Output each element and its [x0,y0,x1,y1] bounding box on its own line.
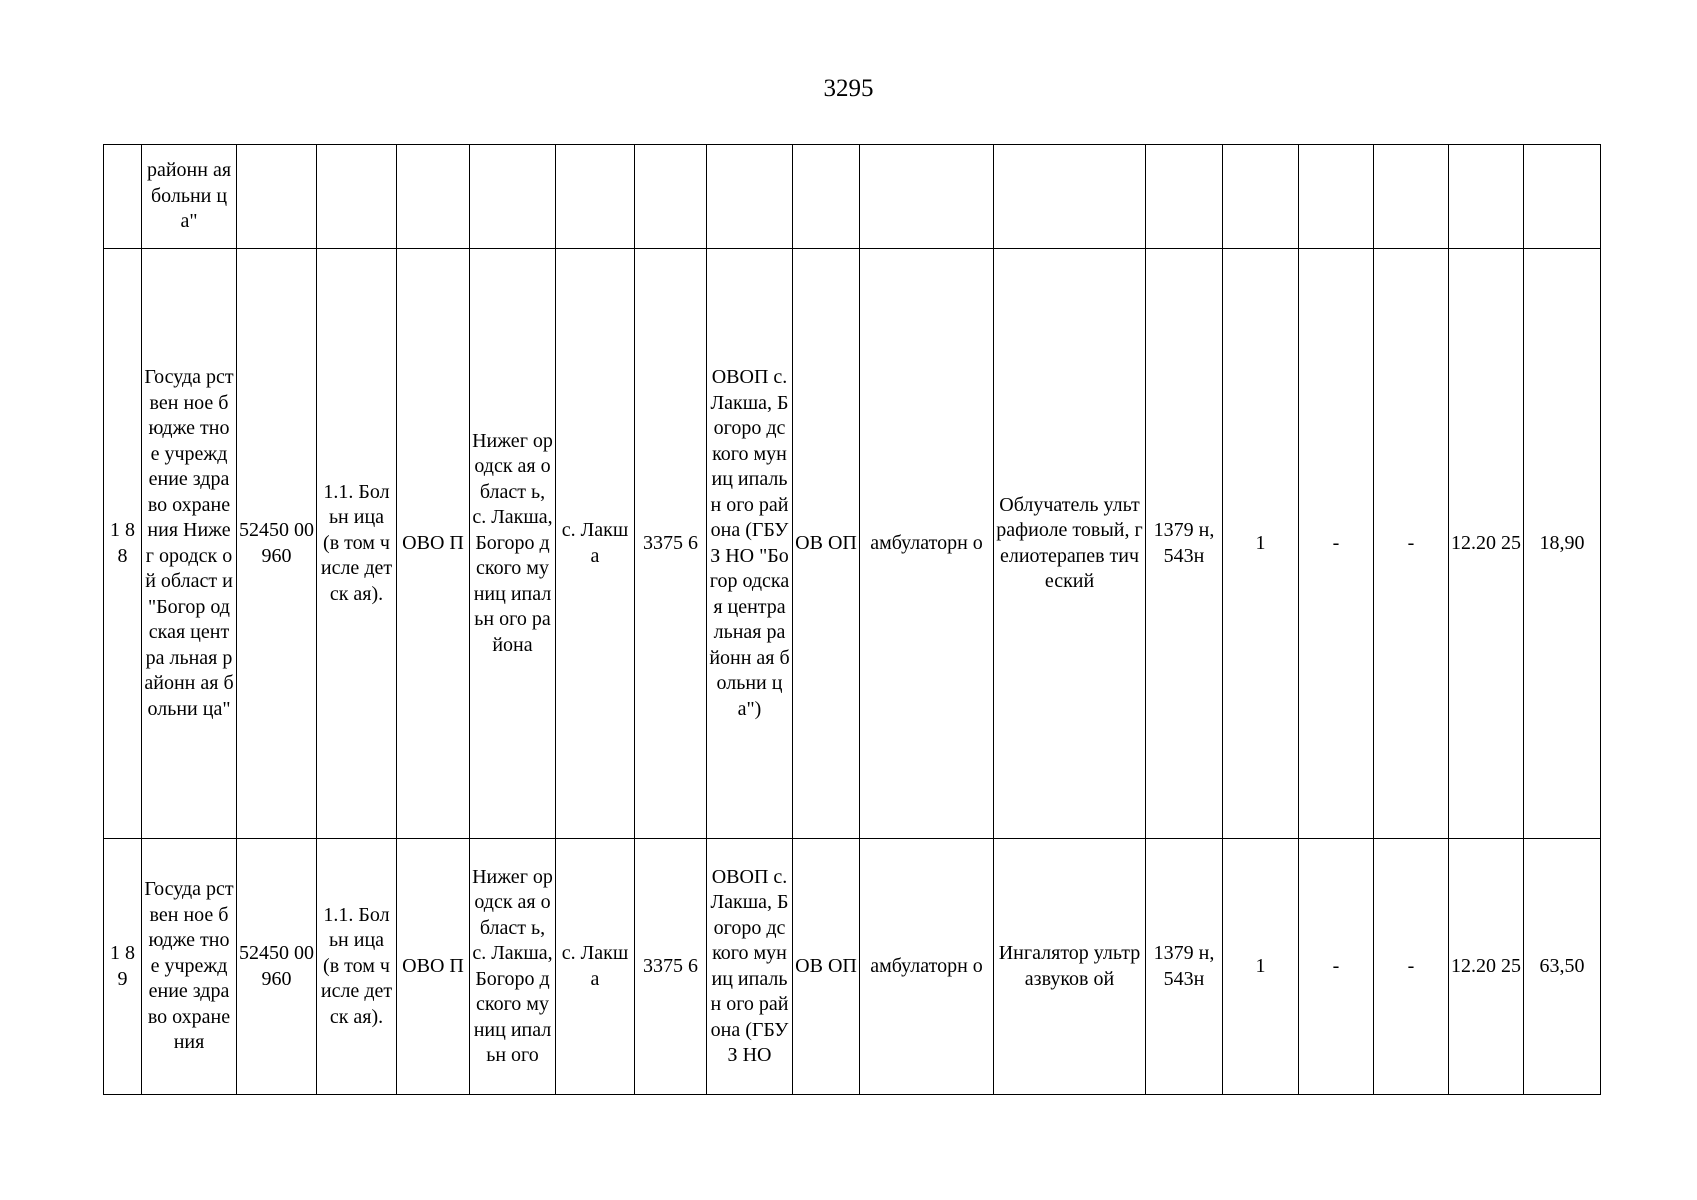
cell-institution: районн ая больни ца" [142,145,237,249]
cell-code: 52450 00960 [237,839,317,1095]
cell-equipment: Ингалятор ультразвуков ой [994,839,1146,1095]
cell-unit-short: ОВО П [397,249,470,839]
cell-unit-short [397,145,470,249]
cell-settlement: с. Лакш а [556,839,635,1095]
cell-unit-short: ОВО П [397,839,470,1095]
cell-qty: 1 [1223,839,1299,1095]
cell-population: 3375 6 [635,249,707,839]
cell-col13: - [1299,249,1374,839]
table-row [104,249,1601,839]
cell-settlement [556,145,635,249]
cell-unit-short2 [793,145,860,249]
cell-num: 1 8 9 [104,839,142,1095]
cell-type: 1.1. Больн ица (в том числе детск ая). [317,249,397,839]
table-row-continued [104,145,1601,249]
document-table [103,144,1601,1095]
cell-date [1449,145,1524,249]
cell-address: Нижег ородск ая област ь, с. Лакша, Богоро дского муниц ипальн ого района [470,249,556,839]
cell-unit-full: ОВОП с. Лакша, Богоро дского муниц ипальн ого района (ГБУЗ НО "Богор одская центра льная районн ая больни ца") [707,249,793,839]
cell-qty [1223,145,1299,249]
cell-code [237,145,317,249]
cell-order [1146,145,1223,249]
cell-equipment [994,145,1146,249]
cell-unit-short2: ОВ ОП [793,839,860,1095]
cell-date: 12.20 25 [1449,839,1524,1095]
cell-unit-short2: ОВ ОП [793,249,860,839]
cell-date: 12.20 25 [1449,249,1524,839]
cell-unit-full [707,145,793,249]
cell-qty: 1 [1223,249,1299,839]
cell-col13: - [1299,839,1374,1095]
cell-col14: - [1374,249,1449,839]
cell-order: 1379 н, 543н [1146,249,1223,839]
cell-settlement: с. Лакш а [556,249,635,839]
cell-type: 1.1. Больн ица (в том числе детск ая). [317,839,397,1095]
cell-population [635,145,707,249]
cell-care-form: амбулаторн о [860,839,994,1095]
page-number: 3295 [823,75,874,102]
cell-population: 3375 6 [635,839,707,1095]
cell-care-form [860,145,994,249]
cell-order: 1379 н, 543н [1146,839,1223,1095]
cell-col13 [1299,145,1374,249]
cell-col14 [1374,145,1449,249]
cell-code: 52450 00960 [237,249,317,839]
cell-num [104,145,142,249]
cell-amount: 63,50 [1524,839,1601,1095]
cell-amount [1524,145,1601,249]
cell-num: 1 8 8 [104,249,142,839]
cell-equipment: Облучатель ультрафиоле товый, гелиотерапев тический [994,249,1146,839]
cell-care-form: амбулаторн о [860,249,994,839]
cell-amount: 18,90 [1524,249,1601,839]
cell-institution: Госуда рствен ное бюдже тное учрежд ение здраво охране ния [142,839,237,1095]
cell-col14: - [1374,839,1449,1095]
cell-address [470,145,556,249]
table-row [104,839,1601,1095]
cell-institution: Госуда рствен ное бюдже тное учрежд ение здраво охране ния Нижег ородск ой област и "Богор одская центра льная районн ая больни ца" [142,249,237,839]
cell-address: Нижег ородск ая област ь, с. Лакша, Богоро дского муниц ипальн ого [470,839,556,1095]
cell-unit-full: ОВОП с. Лакша, Богоро дского муниц ипальн ого района (ГБУЗ НО [707,839,793,1095]
cell-type [317,145,397,249]
